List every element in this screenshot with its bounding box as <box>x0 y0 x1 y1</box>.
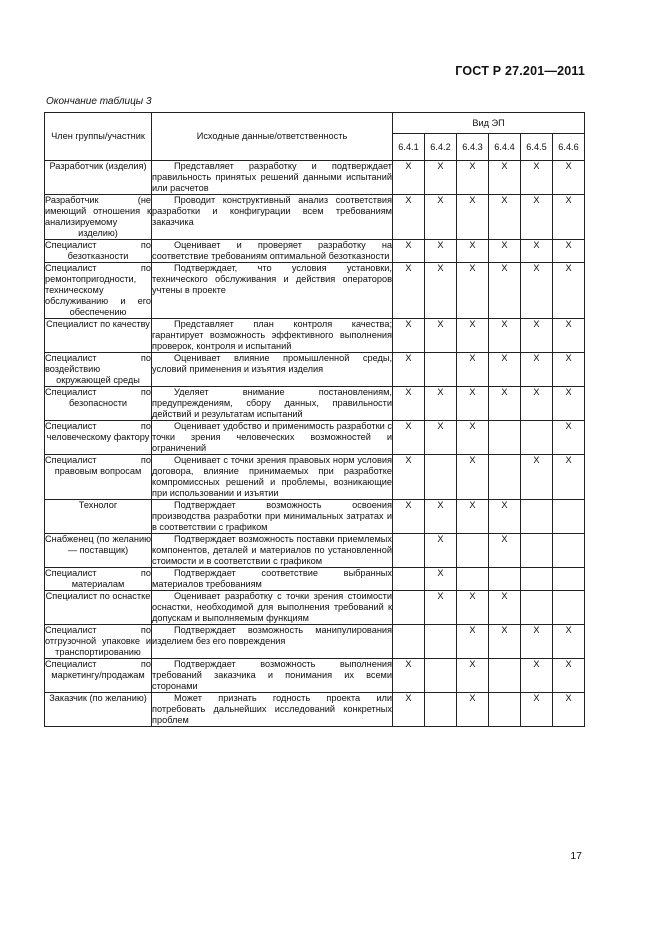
requirements-table <box>44 112 585 727</box>
table-row <box>45 240 585 263</box>
mark-cell: X <box>457 455 489 500</box>
mark-cell: X <box>425 534 457 568</box>
mark-cell <box>521 421 553 455</box>
mark-cell: X <box>393 161 425 195</box>
table-row <box>45 625 585 659</box>
mark-cell: X <box>521 240 553 263</box>
mark-cell: X <box>553 195 585 240</box>
member-cell: Специалист по человеческому фактору <box>45 421 152 455</box>
mark-cell: X <box>393 387 425 421</box>
mark-cell: X <box>393 353 425 387</box>
responsibility-cell: Подтверждает возможность поставки приемлемых компонентов, деталей и материалов по установленной стоимости и в соответствии с графиком <box>152 534 392 566</box>
mark-cell: X <box>425 387 457 421</box>
mark-cell <box>489 455 521 500</box>
mark-cell <box>393 534 425 568</box>
mark-cell: X <box>489 591 521 625</box>
mark-cell: X <box>425 568 457 591</box>
subcolumn-header: 6.4.3 <box>457 134 489 161</box>
mark-cell: X <box>489 500 521 534</box>
subcolumn-header: 6.4.6 <box>553 134 585 161</box>
member-cell: Разработчик (не имеющий отношения к анализируемому изделию) <box>45 195 151 238</box>
mark-cell: X <box>425 319 457 353</box>
responsibility-cell: Подтверждает возможность манипулирования изделием без его повреждения <box>152 625 393 659</box>
member-cell: Специалист по правовым вопросам <box>45 455 152 500</box>
subcolumn-header: 6.4.5 <box>521 134 553 161</box>
mark-cell: X <box>393 319 425 353</box>
mark-cell: X <box>425 421 457 455</box>
mark-cell: X <box>489 534 521 568</box>
mark-cell: X <box>553 421 585 455</box>
document-header: ГОСТ Р 27.201—2011 <box>455 64 585 78</box>
mark-cell <box>425 693 457 727</box>
mark-cell: X <box>521 659 553 693</box>
mark-cell: X <box>521 161 553 195</box>
mark-cell: X <box>489 353 521 387</box>
mark-cell <box>393 625 425 659</box>
mark-cell: X <box>393 195 425 240</box>
mark-cell: X <box>521 195 553 240</box>
member-cell: Специалист по маркетингу/продажам <box>45 659 152 693</box>
mark-cell: X <box>393 240 425 263</box>
member-cell: Технолог <box>45 500 152 534</box>
responsibility-cell: Подтверждает возможность освоения производства разработки при минимальных затратах и в соответствии с графиком <box>152 500 392 532</box>
mark-cell: X <box>553 353 585 387</box>
table-row <box>45 693 585 727</box>
mark-cell: X <box>457 625 489 659</box>
mark-cell <box>393 568 425 591</box>
mark-cell <box>553 591 585 625</box>
mark-cell <box>489 421 521 455</box>
mark-cell: X <box>489 625 521 659</box>
mark-cell: X <box>553 263 585 319</box>
mark-cell: X <box>457 240 489 263</box>
table-row <box>45 161 585 195</box>
mark-cell <box>553 500 585 534</box>
table-row <box>45 659 585 693</box>
responsibility-cell: Представляет разработку и подтверждает правильность принятых решений данными испытаний или расчетов <box>152 161 392 193</box>
mark-cell: X <box>457 319 489 353</box>
member-cell: Заказчик (по желанию) <box>45 693 152 727</box>
responsibility-cell: Оценивает удобство и применимость разработки с точки зрения человеческих возможностей и ограничений <box>152 421 392 453</box>
mark-cell: X <box>521 625 553 659</box>
mark-cell: X <box>457 421 489 455</box>
page-number: 17 <box>570 850 582 862</box>
responsibility-cell: Оценивает и проверяет разработку на соответствие требованиям оптимальной безотказности <box>152 240 392 261</box>
mark-cell: X <box>489 319 521 353</box>
responsibility-cell: Может признать годность проекта или потребовать дальнейших исследований конкретных проблем <box>152 693 392 725</box>
mark-cell: X <box>425 195 457 240</box>
mark-cell: X <box>489 387 521 421</box>
mark-cell <box>425 659 457 693</box>
table-body <box>45 161 585 727</box>
mark-cell <box>425 353 457 387</box>
table-row <box>45 568 585 591</box>
mark-cell: X <box>393 659 425 693</box>
member-cell: Разработчик (изделия) <box>45 161 152 195</box>
mark-cell: X <box>393 693 425 727</box>
mark-cell: X <box>457 387 489 421</box>
mark-cell <box>521 500 553 534</box>
member-cell: Специалист по безопасности <box>45 387 152 421</box>
mark-cell: X <box>553 240 585 263</box>
mark-cell <box>521 591 553 625</box>
mark-cell: X <box>457 500 489 534</box>
mark-cell: X <box>425 500 457 534</box>
mark-cell <box>489 568 521 591</box>
table-row <box>45 353 585 387</box>
responsibility-cell: Проводит конструктивный анализ соответствия разработки и конфигурации всем требованиям заказчика <box>152 195 393 240</box>
mark-cell: X <box>521 319 553 353</box>
responsibility-cell: Подтверждает возможность выполнения требований заказчика и понимания их всеми сторонами <box>152 659 392 691</box>
responsibility-cell: Представляет план контроля качества; гарантирует возможность эффективного выполнения проверок, контроля и испытаний <box>152 319 392 351</box>
member-cell: Специалист по ремонтопригодности, техническому обслуживанию и его обеспечению <box>45 263 151 317</box>
mark-cell: X <box>457 659 489 693</box>
mark-cell: X <box>425 161 457 195</box>
mark-cell: X <box>489 195 521 240</box>
mark-cell: X <box>393 500 425 534</box>
mark-cell: X <box>553 693 585 727</box>
mark-cell: X <box>393 455 425 500</box>
mark-cell: X <box>521 263 553 319</box>
member-cell: Специалист по безотказности <box>45 240 151 261</box>
table-row <box>45 195 585 240</box>
mark-cell <box>489 693 521 727</box>
mark-cell: X <box>553 659 585 693</box>
table-caption: Окончание таблицы 3 <box>46 96 152 107</box>
ep-type-header: Вид ЭП <box>393 113 585 134</box>
responsibility-cell: Оценивает разработку с точки зрения стоимости оснастки, необходимой для выполнения требований к допускам и выполняемым функциям <box>152 591 392 623</box>
table-row <box>45 455 585 500</box>
responsibility-cell: Оценивает с точки зрения правовых норм условия договора, влияние принимаемых при разработке компромиссных решений и проблемы, возникающие при использовании и изъятии <box>152 455 392 498</box>
mark-cell: X <box>457 591 489 625</box>
mark-cell: X <box>425 240 457 263</box>
responsibility-cell: Оценивает влияние промышленной среды, условий применения и изъятия изделия <box>152 353 393 387</box>
mark-cell: X <box>489 240 521 263</box>
subcolumn-header: 6.4.2 <box>425 134 457 161</box>
mark-cell: X <box>521 353 553 387</box>
mark-cell <box>553 534 585 568</box>
mark-cell <box>393 591 425 625</box>
mark-cell <box>521 534 553 568</box>
table-row <box>45 263 585 319</box>
table-row <box>45 319 585 353</box>
member-cell: Специалист по оснастке <box>45 591 152 625</box>
subcolumn-header: 6.4.1 <box>393 134 425 161</box>
mark-cell: X <box>425 263 457 319</box>
mark-cell: X <box>489 161 521 195</box>
table-row <box>45 500 585 534</box>
responsibility-cell: Уделяет внимание постановлениям, предупреждениям, сбору данных, правильности действий и результатам испытаний <box>152 387 392 419</box>
mark-cell: X <box>553 161 585 195</box>
responsibility-cell: Подтверждает, что условия установки, технического обслуживания и действия операторов учтены в проекте <box>152 263 393 319</box>
mark-cell <box>457 568 489 591</box>
member-cell: Снабженец (по желанию — поставщик) <box>45 534 152 568</box>
mark-cell <box>425 625 457 659</box>
mark-cell: X <box>457 161 489 195</box>
mark-cell: X <box>553 625 585 659</box>
mark-cell: X <box>521 455 553 500</box>
table-row <box>45 387 585 421</box>
mark-cell: X <box>521 387 553 421</box>
subcolumn-header: 6.4.4 <box>489 134 521 161</box>
mark-cell <box>489 659 521 693</box>
mark-cell <box>425 455 457 500</box>
table-row <box>45 534 585 568</box>
mark-cell: X <box>393 263 425 319</box>
mark-cell <box>521 568 553 591</box>
member-cell: Специалист по материалам <box>45 568 151 589</box>
mark-cell <box>457 534 489 568</box>
mark-cell <box>553 568 585 591</box>
mark-cell: X <box>457 353 489 387</box>
mark-cell: X <box>457 195 489 240</box>
mark-cell: X <box>553 387 585 421</box>
responsibility-cell: Подтверждает соответствие выбранных материалов требованиям <box>152 568 392 589</box>
data-column-header: Исходные данные/ответственность <box>152 113 393 161</box>
mark-cell: X <box>457 263 489 319</box>
member-cell: Специалист по воздействию окружающей среды <box>45 353 151 385</box>
mark-cell: X <box>425 591 457 625</box>
mark-cell: X <box>521 693 553 727</box>
member-cell: Специалист по отгрузочной упаковке и транспортированию <box>45 625 151 657</box>
mark-cell: X <box>553 319 585 353</box>
mark-cell: X <box>489 263 521 319</box>
mark-cell: X <box>553 455 585 500</box>
table-row <box>45 421 585 455</box>
member-column-header: Член группы/участник <box>45 113 152 161</box>
member-cell: Специалист по качеству <box>45 319 152 353</box>
mark-cell: X <box>393 421 425 455</box>
table-row <box>45 591 585 625</box>
mark-cell: X <box>457 693 489 727</box>
